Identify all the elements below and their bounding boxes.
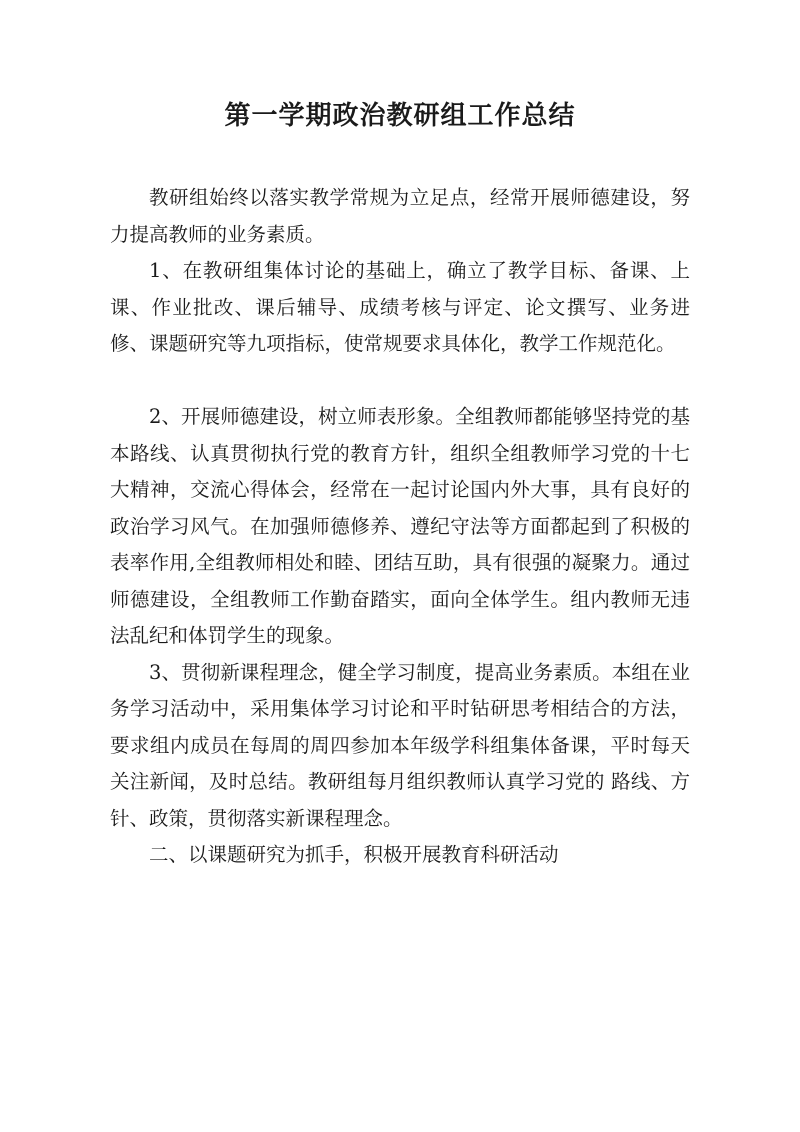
paragraph-item-3: 3、贯彻新课程理念，健全学习制度，提高业务素质。本组在业务学习活动中，采用集体学习讨论和平时钻研思考相结合的方法，要求组内成员在每周的周四参加本年级学科组集体备课，平时每天关注新闻，及时总结。教研组每月组织教师认真学习党的 路线、方针、政策，贯彻落实新课程理念。 xyxy=(110,660,690,830)
paragraph-intro: 教研组始终以落实教学常规为立足点，经常开展师德建设，努力提高教师的业务素质。 xyxy=(110,186,690,246)
paragraph-spacer xyxy=(110,363,690,400)
document-body xyxy=(110,180,690,874)
document-title: 第一学期政治教研组工作总结 xyxy=(224,101,576,131)
paragraph-item-1: 1、在教研组集体讨论的基础上，确立了教学目标、备课、上课、作业批改、课后辅导、成绩考核与评定、论文撰写、业务进修、课题研究等九项指标，使常规要求具体化，教学工作规范化。 xyxy=(110,259,690,355)
section-heading-2: 二、以课题研究为抓手，积极开展教育科研活动 xyxy=(149,843,559,866)
paragraph-item-2: 2、开展师德建设，树立师表形象。全组教师都能够坚持党的基本路线、认真贯彻执行党的教育方针，组织全组教师学习党的十七大精神，交流心得体会，经常在一起讨论国内外大事，具有良好的政治学习风气。在加强师德修养、遵纪守法等方面都起到了积极的表率作用,全组教师相处和睦、团结互助，具有很强的凝聚力。通过师德建设，全组教师工作勤奋踏实，面向全体学生。组内教师无违法乱纪和体罚学生的现象。 xyxy=(110,405,690,647)
